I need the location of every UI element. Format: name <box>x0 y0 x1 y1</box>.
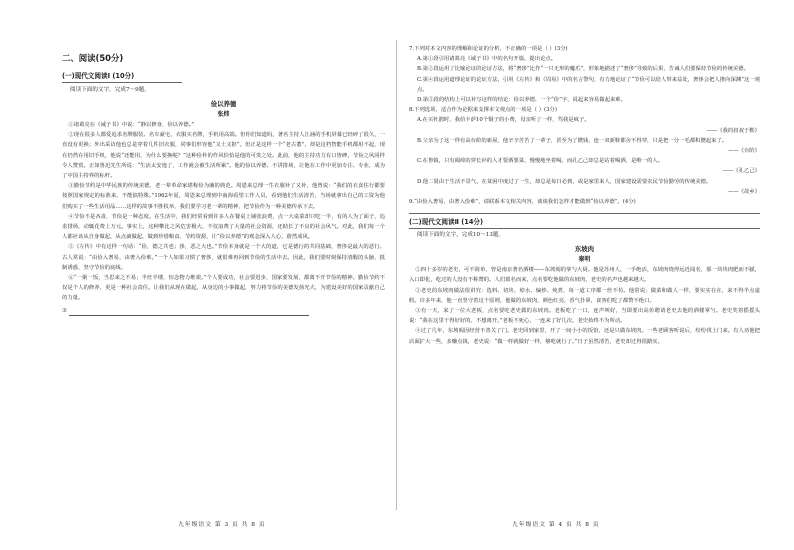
subsection-underline <box>62 82 182 83</box>
article-title-2: 东坡肉 <box>574 245 595 254</box>
q8-option-a: A.在买杜鹃时，我给卡萨10个铜子的小费，母亲听了一样，骂我是疯子。 <box>417 117 590 124</box>
q7-option-a: A.第①段引用诸葛亮《诫子书》中的名句开篇，提出论点。 <box>417 56 557 63</box>
q8-option-c: C.在鲁镇，只有阔绰的穿长衫的人才要酒要菜，慢慢地坐着喝，而孔乙己却总是站着喝酒，是唯一的人。 <box>417 158 664 165</box>
paragraph: ⑥“一粥一饭，当思来之不易；半丝半缕，恒念物力维艰。”个人要成功，社会要进步，国家要发展，都离不开节俭的精神。勤俭节约不仅是个人的修养，更是一种社会责任。让我们从现在做起，从身边的小事做起，努力将节俭的美德发扬光大，为建设美好的国家贡献自己的力量。 <box>62 275 385 302</box>
page-footer-right: 九年级语文 第 4 页 共 8 页 <box>512 522 600 528</box>
question-9: 9.“由俭入奢易，由奢入俭难”，请联系本文相关内容，谈谈我们怎样才能做到“俭以养德”。(4分) <box>409 199 636 206</box>
article-author-1: 张炜 <box>217 111 230 118</box>
paragraph-7-line <box>62 306 385 316</box>
paragraph: ③勤俭节约是中华民族的传统美德，老一辈革命家堪称俭为廉的典范。周恩来总理一生衣服补了又补，他曾说：“我们的衣食住行都要按照国家规定的标准来，不能搞特殊。”1962年夏，周恩来总理到中南海看望工作人员，看到他们生活清苦，当场就拿出自己的工资为他们购买了一些生活用品……这样的故事不胜枚举，我们要学习老一辈的精神，把节俭作为一种美德传承下去。 <box>62 183 385 210</box>
section-heading: 二、阅读(50分) <box>62 53 124 63</box>
subsection-box-2 <box>409 213 760 229</box>
paragraph: ④节俭不是吝啬，节俭是一种态度。在生活中，我们经常看到许多人在餐桌上铺张浪费，点一大桌菜却只吃一半，有的人为了面子，追求排场，动辄花费上万元。事实上，这种攀比之风危害极大，不仅浪费了大量的社会资源，还助长了不良的社会风气。对此，我们每一个人都应该从自身做起，从点滴做起，做到珍惜粮食、节约资源，让“俭以养德”的观念深入人心，蔚然成风。 <box>62 213 385 241</box>
answer-line <box>69 308 309 316</box>
paragraph: ⑤《左传》中有这样一句话：“俭，德之共也；侈，恶之大也。”节俭本身就是一个大的道，它是德行的共同基础，奢侈是最大的恶行。古人常说：“由俭入奢易，由奢入俭难。”一个人如果习惯了奢侈，就很难再回到节俭的生活中去。因此，我们要时刻保持清醒的头脑，抵制诱惑，坚守节俭的底线。 <box>62 244 385 271</box>
paragraph: ②老史的东坡肉做法很讲究：选料、切块、焯水、煸炒、炖煮，每一道工序都一丝不苟。他常说：做菜和做人一样，要实实在在，来不得半点虚假。许多年来，他一直坚守着这个原则，他做的东坡肉，颜色红亮，香气扑鼻，食客们吃了都赞不绝口。 <box>409 287 760 304</box>
paragraph: ①四十多岁的老史，可不简单，曾是南京著名酒楼——东坡阁的掌勺大厨。他是苏州人，一手绝活，东坡肉烧得远近闻名，那一块块肉肥而不腻，入口即化，吃过的人没有不称赞的。人们慕名而来，点名要吃他做的东坡肉，老史的名声也越来越大。 <box>409 267 760 284</box>
question-8: 8.下列选项，适合作为论据来支撑本文观点的一项是（ ）(3分) <box>409 107 557 114</box>
q7-option-b: B.第②段运用了比喻论证的论证方法，将“奢侈”比作“一只无形的魔爪”，形象地描述了“奢侈”导致的后果，告诫人们要保持节俭的传统美德。 <box>417 66 749 73</box>
paragraph: ④过了几年，东坡阁因经营不善关了门。老史回到家里，开了一间小小的饭馆，还是只做东坡肉。一些老顾客听说后，纷纷找上门来。有人劝他把店面扩大一些，多赚点钱，老史说：“做一样就做好一样，够吃就行了。”日子虽然清苦，老史却过得很踏实。 <box>409 328 760 345</box>
paragraph-7-label: ⑦ <box>62 307 67 314</box>
q7-option-d: D.第⑤段的结构上可以补写这样的结论：俭以养德，一个“俭”字，说起来容易做起来难。 <box>417 97 626 104</box>
q7-option-c: C.第④段运用道理论证的论证方法，引用《左传》和《周易》中的名言警句，有力地论证了“节俭可以给人带来益处，奢侈会把人推向深渊”这一观点。 <box>417 76 760 93</box>
paragraph: ②现在很多人都爱追求名牌服装、名车豪宅，衣服买名牌，手机用高端。但你们知道吗，著名主持人江涵的手机屏幕已经碎了很久，一直没有更换；外出采访他也总是穿着几件旧衣服，同事们形容他“又土又抠”。但正是这样一个“老古董”，却是这档智能手机都用不起，现在仍然在用旧手机，他说“还能用，为什么要换呢？”这种俭朴的作风恰恰是他的可贵之处。此前，他的主持功力有口皆碑，节俭之风同样令人赞赏。正如鲁迅先生所说：“生活太安逸了，工作就会被生活所累”。他的俭以养德、不讲排场，让他在工作中更加专注、专业，成为了中国主持界的标杆。 <box>62 132 385 180</box>
q8-source-d: ——《故乡》 <box>727 188 760 195</box>
article-title-1: 俭以养德 <box>210 100 237 108</box>
question-7: 7.下列对本文内容的理解和论证的分析，不正确的一项是（ ）(3分) <box>409 46 568 52</box>
instruction-1: 阅读下面的文字，完成7～9题。 <box>70 87 150 93</box>
instruction-2: 阅读下面的文字，完成10～13题。 <box>417 232 504 239</box>
q8-option-b: B.父亲为了这一样有高台阶的新屋，他辛辛苦苦了一辈子，甚至为了攒钱，连一双新鞋都舍不得穿，只是把一分一毛都积攒起来了。 <box>417 137 728 144</box>
paragraph: ①诸葛亮在《诫子书》中说：“静以修身，俭以养德。” <box>68 122 195 128</box>
subsection-heading-1: (一)现代文阅读Ⅰ (10分) <box>62 72 135 80</box>
q8-source-a: ——《我的叔叔于勒》 <box>706 127 760 134</box>
right-page <box>397 0 794 550</box>
q8-source-b: ——《台阶》 <box>727 148 760 155</box>
subsection-heading-2: (二)现代文阅读Ⅱ (14分) <box>409 218 484 227</box>
page-footer-left: 九年级语文 第 3 页 共 8 页 <box>178 522 266 528</box>
q8-source-c: ——《孔乙己》 <box>722 168 760 175</box>
article-author-2: 秦明 <box>578 256 591 264</box>
q8-option-d: D.他二舅由于生活不景气，在贫困中度过了一生，却总是每日必到，或是家里来人，国家建设需要农民节俭勤劳的传统美德。 <box>417 178 712 185</box>
paragraph: ③有一天，来了一位大老板，点名要吃老史做的东坡肉。老板吃了一口，连声叫好，当即要出高价聘请老史去他的酒楼掌勺。老史笑着摇摇头说：“我在这里干得好好的，不想离开。”老板不死心，一连来了好几次，老史始终不为所动。 <box>409 308 760 325</box>
